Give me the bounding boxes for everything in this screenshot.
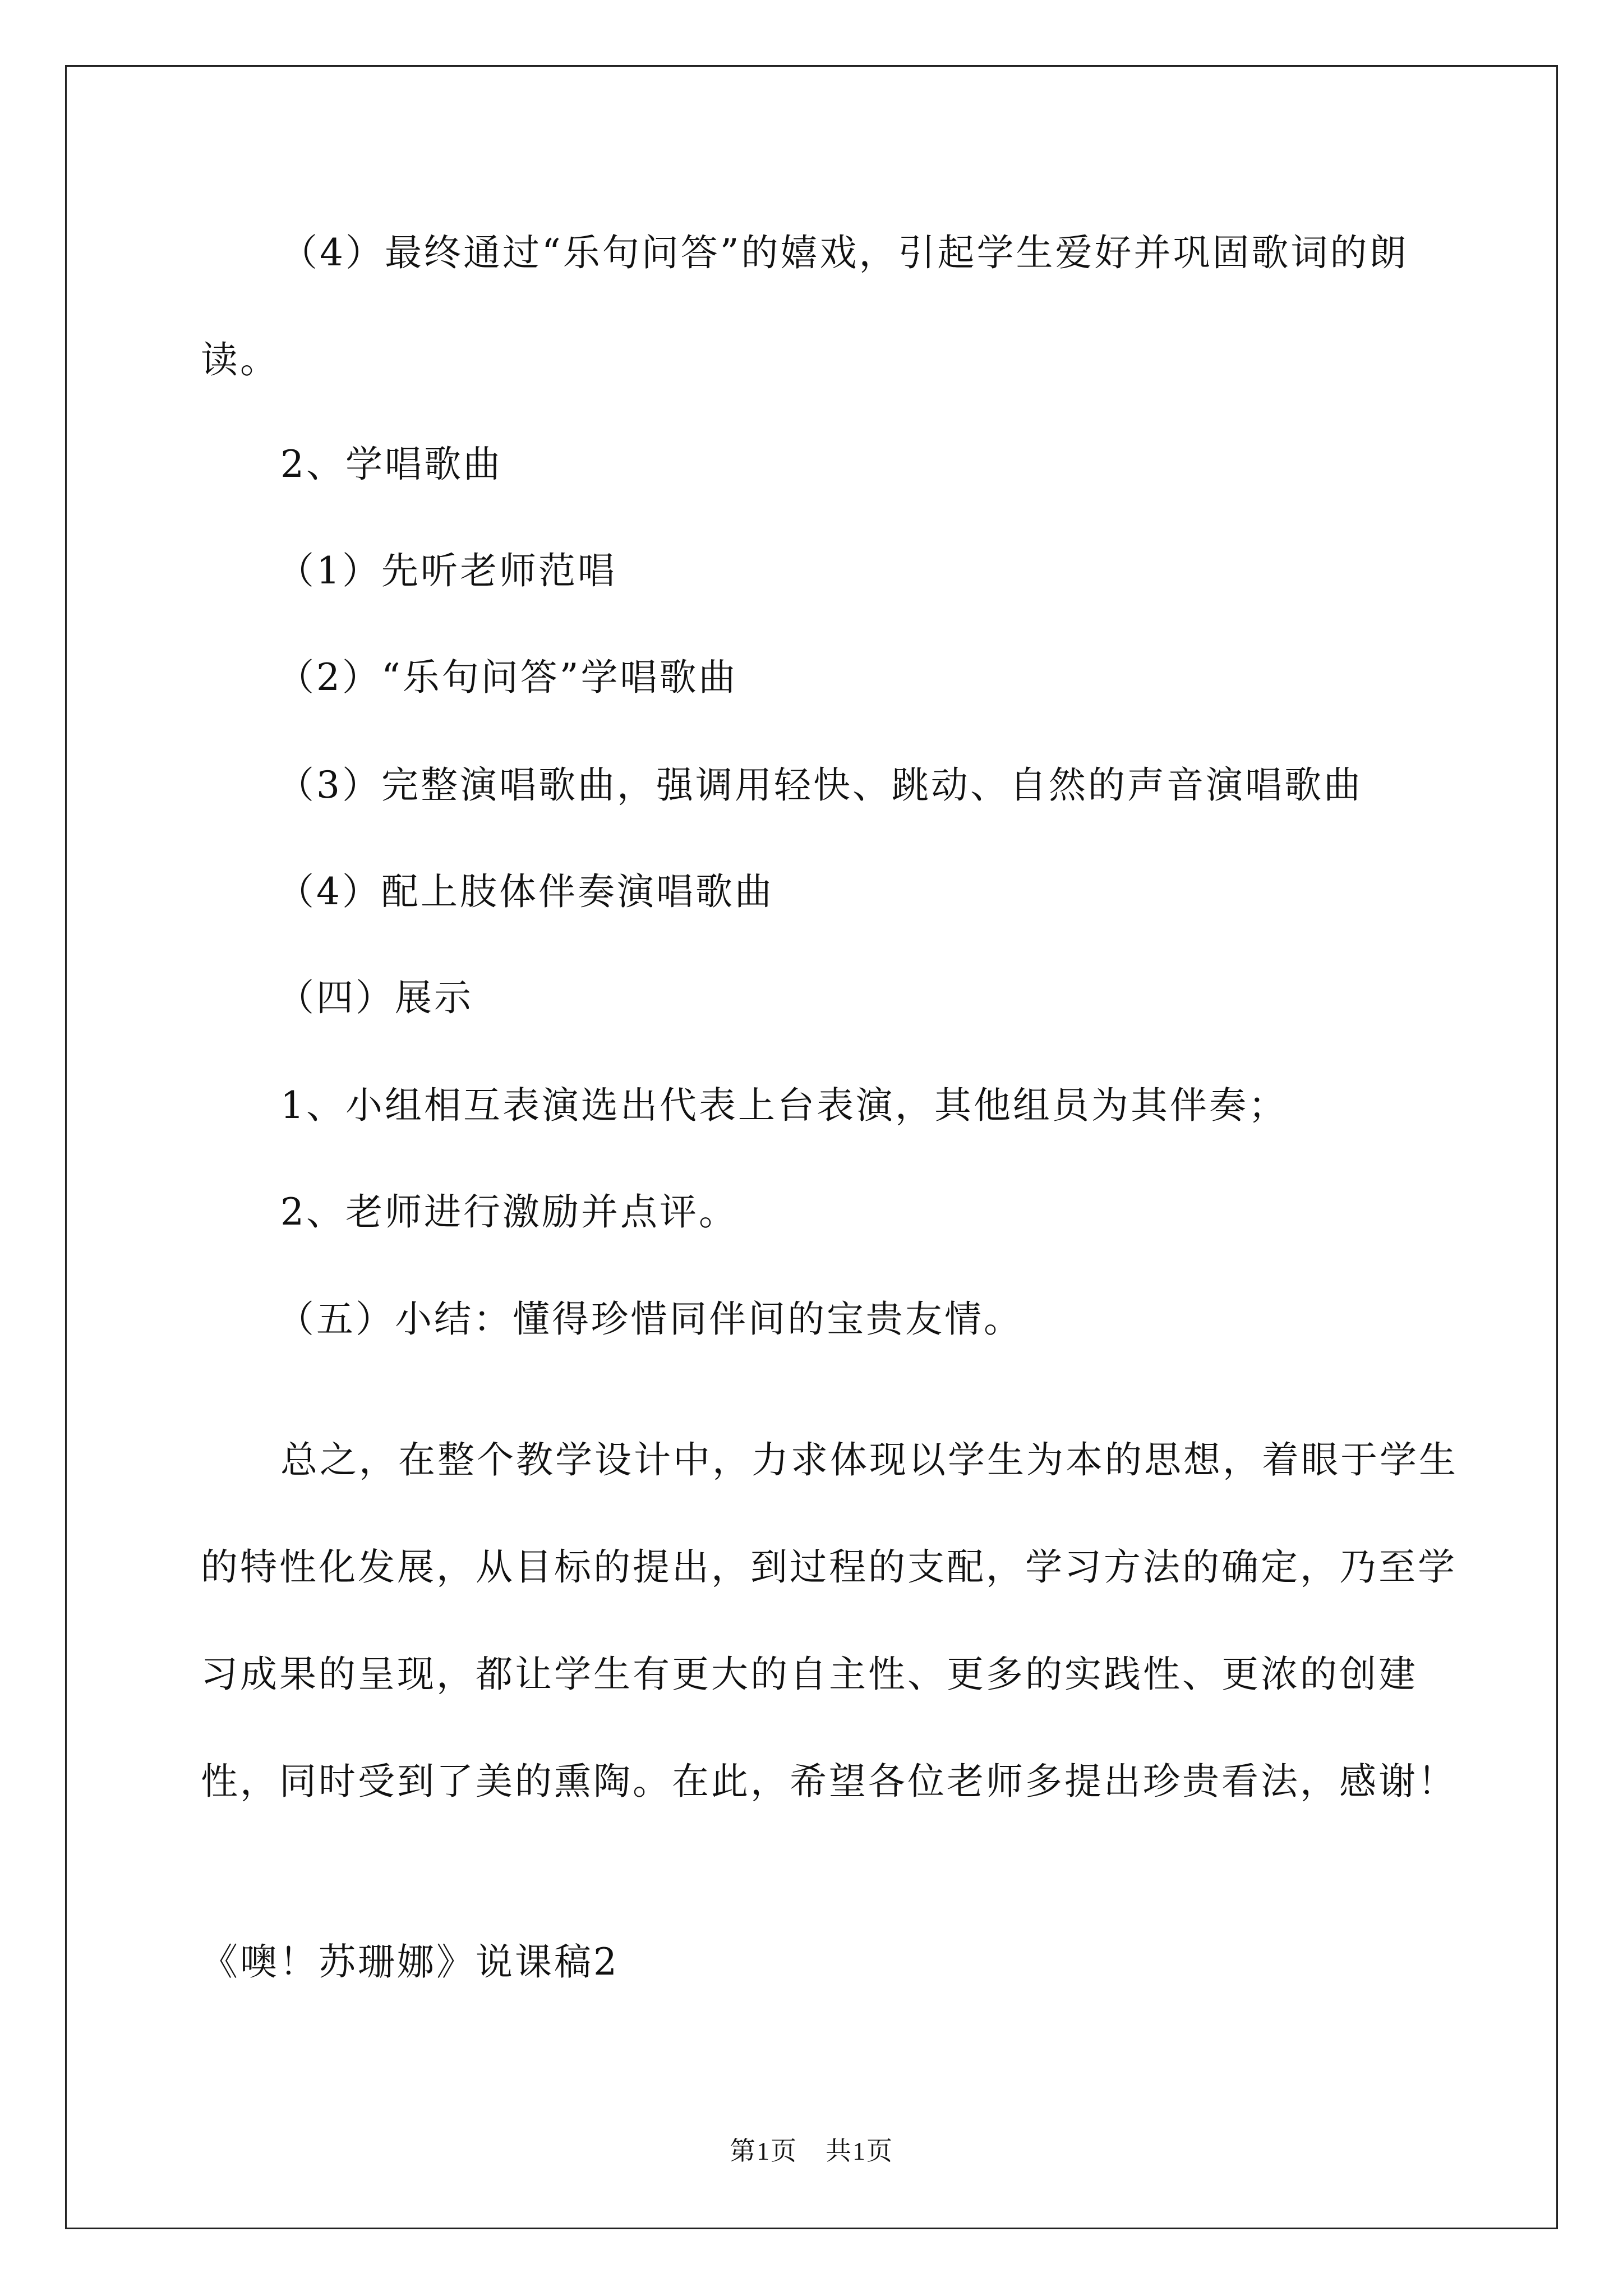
document-title-next: 《噢！苏珊娜》说课稿2 bbox=[201, 1940, 619, 1984]
paragraph-conclusion: 总之，在整个教学设计中，力求体现以学生为本的思想，着眼于学生的特性化发展，从目标的提出，到过程的支配，学习方法的确定，乃至学习成果的呈现，都让学生有更大的自主性、更多的实践性、更浓的创建性，同时受到了美的熏陶。在此，希望各位老师多提出珍贵看法，感谢！ bbox=[201, 1438, 1458, 1803]
paragraph-step-2: （2）“乐句问答”学唱歌曲 bbox=[277, 656, 738, 699]
section-heading-display: （四）展示 bbox=[277, 976, 473, 1019]
paragraph-step-1: （1）先听老师范唱 bbox=[277, 549, 617, 592]
paragraph-teacher-comment: 2、老师进行激励并点评。 bbox=[280, 1190, 738, 1234]
paragraph-group-performance: 1、小组相互表演选出代表上台表演，其他组员为其伴奏； bbox=[280, 1084, 1288, 1127]
section-heading-summary: （五）小结：懂得珍惜同伴间的宝贵友情。 bbox=[277, 1297, 1023, 1341]
paragraph-learn-song-heading: 2、学唱歌曲 bbox=[280, 443, 502, 486]
page-number: 第1页 bbox=[730, 2137, 797, 2165]
paragraph-step-4: （4）配上肢体伴奏演唱歌曲 bbox=[277, 870, 774, 913]
paragraph-step-3: （3）完整演唱歌曲，强调用轻快、跳动、自然的声音演唱歌曲 bbox=[277, 763, 1363, 807]
page-footer bbox=[0, 2138, 1623, 2164]
total-pages: 共1页 bbox=[826, 2137, 893, 2165]
paragraph-game-reading: （4）最终通过“乐句问答”的嬉戏，引起学生爱好并巩固歌词的朗读。 bbox=[201, 231, 1409, 381]
